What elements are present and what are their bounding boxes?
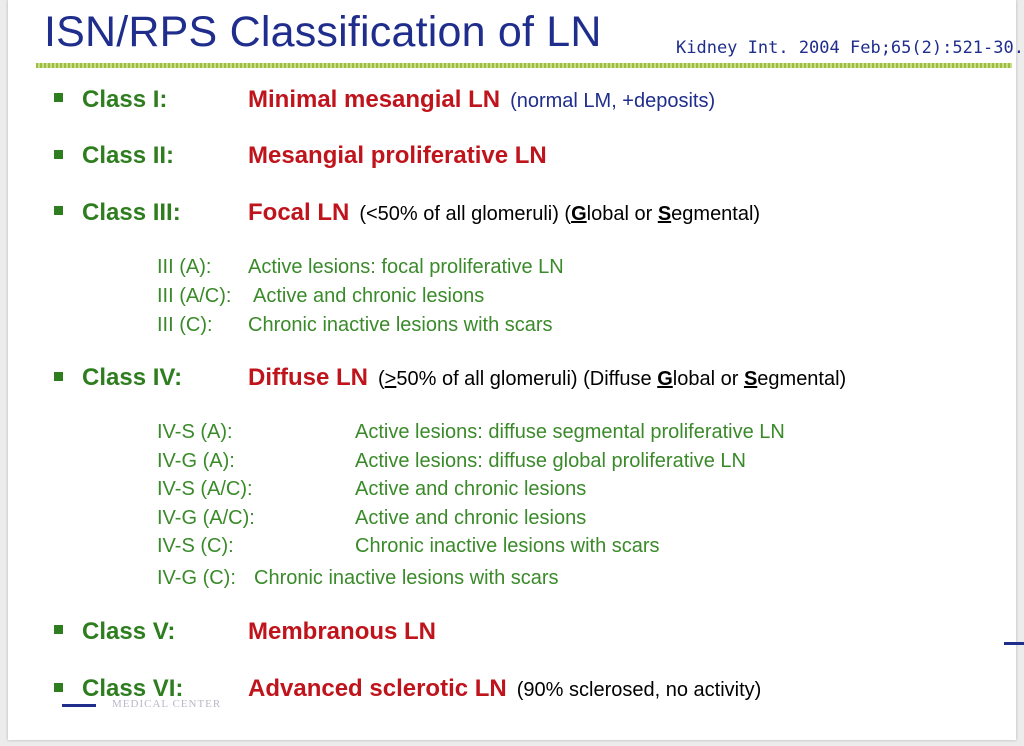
class-4-sub-desc: Active and chronic lesions — [355, 478, 587, 500]
class-6-name-text: Advanced sclerotic LN — [248, 675, 507, 702]
class-3-global-g: G — [571, 203, 587, 225]
class-6-label: Class VI: — [82, 675, 184, 702]
bullet-class-4 — [54, 372, 63, 381]
footer-accent-line — [62, 704, 96, 707]
bullet-class-5 — [54, 625, 63, 634]
class-3-sub-code: III (A): — [157, 256, 212, 278]
class-3-sub-code: III (C): — [157, 314, 213, 336]
class-3-note — [359, 203, 760, 225]
class-3-segmental-s: S — [657, 203, 672, 225]
footer-logo: MEDICAL CENTER — [112, 698, 222, 710]
class-3-label: Class III: — [82, 199, 181, 226]
class-4-sub-desc: Chronic inactive lesions with scars — [355, 535, 660, 557]
class-4-note — [378, 368, 846, 390]
class-3-name-text: Focal LN — [248, 199, 350, 226]
slide-title: ISN/RPS Classification of LN — [44, 8, 602, 56]
class-4-note-a: ( — [378, 368, 385, 390]
class-2-label: Class II: — [82, 142, 175, 169]
bullet-class-1 — [54, 93, 63, 102]
class-4-note-b: 50% of all glomeruli) (Diffuse — [396, 368, 658, 390]
class-4-sub-code: IV-S (C): — [157, 535, 234, 557]
citation: Kidney Int. 2004 Feb;65(2):521-30. — [676, 38, 1024, 58]
class-4-sub-desc: Active lesions: diffuse segmental proliferative LN — [355, 421, 785, 443]
edge-accent-line — [1004, 642, 1024, 645]
class-4-sub-desc: Chronic inactive lesions with scars — [254, 567, 559, 589]
class-3-name — [248, 199, 760, 227]
bullet-class-3 — [54, 206, 63, 215]
class-4-ge-sign: > — [384, 368, 397, 390]
class-4-label: Class IV: — [82, 364, 183, 391]
class-1-name — [248, 86, 715, 114]
class-5-name: Membranous LN — [248, 618, 437, 645]
class-4-sub-desc: Active and chronic lesions — [355, 507, 587, 529]
class-4-sub-code: IV-G (A/C): — [157, 507, 255, 529]
class-4-global-g: G — [657, 368, 673, 390]
bullet-class-6 — [54, 683, 63, 692]
class-2-name: Mesangial proliferative LN — [248, 142, 547, 169]
bullet-class-2 — [54, 150, 63, 159]
class-6-note: (90% sclerosed, no activity) — [516, 679, 762, 701]
class-1-name-text: Minimal mesangial LN — [248, 86, 501, 113]
class-4-sub-code: IV-S (A/C): — [157, 478, 253, 500]
class-3-sub-desc: Chronic inactive lesions with scars — [248, 314, 553, 336]
class-4-segmental-s: S — [743, 368, 758, 390]
class-3-sub-desc: Active and chronic lesions — [253, 285, 485, 307]
slide — [8, 0, 1024, 740]
class-3-note-c: egmental) — [671, 203, 761, 225]
class-4-sub-code: IV-G (A): — [157, 450, 235, 472]
title-divider — [36, 63, 1012, 68]
class-4-note-d: egmental) — [757, 368, 847, 390]
class-6-name — [248, 675, 761, 703]
class-1-note: (normal LM, +deposits) — [510, 90, 716, 112]
class-4-name — [248, 364, 846, 392]
class-5-label: Class V: — [82, 618, 176, 645]
class-1-label: Class I: — [82, 86, 168, 113]
class-4-sub-code: IV-G (C): — [157, 567, 236, 589]
class-3-note-b: lobal or — [586, 203, 658, 225]
class-3-sub-desc: Active lesions: focal proliferative LN — [248, 256, 564, 278]
class-4-sub-desc: Active lesions: diffuse global proliferative LN — [355, 450, 746, 472]
class-4-note-c: lobal or — [672, 368, 744, 390]
class-4-sub-code: IV-S (A): — [157, 421, 233, 443]
class-4-name-text: Diffuse LN — [248, 364, 368, 391]
class-3-sub-code: III (A/C): — [157, 285, 232, 307]
class-3-note-a: (<50% of all glomeruli) ( — [359, 203, 572, 225]
